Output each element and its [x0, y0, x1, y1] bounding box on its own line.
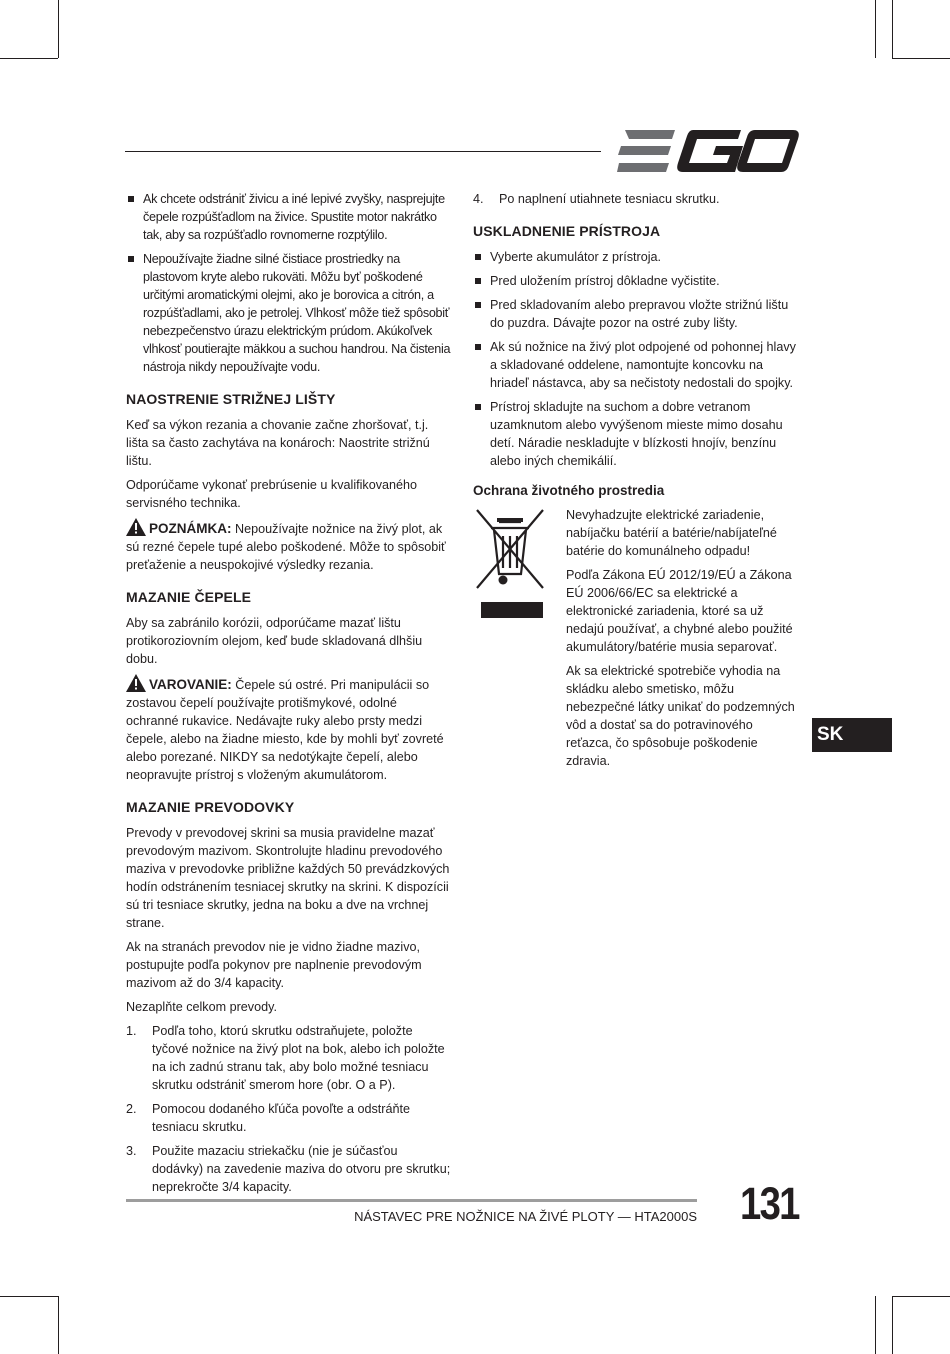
- list-item: Ak chcete odstrániť živicu a iné lepivé zvyšky, nasprejujte čepele rozpúšťadlom na živice. Spustite motor nakrátko tak, aby sa rozpúšťadlo rovnomerne rozptýlilo.: [126, 190, 452, 244]
- list-item: [126, 1100, 452, 1136]
- note-text: Nepoužívajte nožnice na živý plot, ak sú rezné čepele tupé alebo poškodené. Môže to spôsobiť preťaženie a neuspokojivé výsledky rezania.: [126, 522, 446, 572]
- right-column: [473, 190, 801, 776]
- step-text: Podľa toho, ktorú skrutku odstraňujete, položte tyčové nožnice na živý plot na bok, alebo ich položte na ich zadnú stranu tak, aby bolo možné tesniacu skrutku odstrániť smerom hore (obr. O a P).: [152, 1024, 445, 1092]
- step-number: 1.: [126, 1024, 137, 1038]
- step-number: 4.: [473, 192, 484, 206]
- crop-mark: [875, 0, 876, 58]
- gearbox-steps: [126, 1022, 452, 1196]
- ego-logo: [617, 130, 799, 172]
- crop-mark: [892, 1296, 950, 1297]
- storage-bullets: [473, 248, 801, 470]
- crop-mark: [892, 1296, 893, 1354]
- section-heading-lubricate-blades: MAZANIE ČEPELE: [126, 589, 252, 605]
- header-rule: [125, 151, 601, 152]
- step-number: 2.: [126, 1102, 137, 1116]
- crop-mark: [875, 1296, 876, 1354]
- crop-mark: [58, 1296, 59, 1354]
- warning-label: VAROVANIE:: [149, 677, 232, 692]
- paragraph: Aby sa zabránilo korózii, odporúčame mazať lištu protikoroziovním olejom, keď bude skladovaná dlhšiu dobu.: [126, 616, 423, 666]
- paragraph: Keď sa výkon rezania a chovanie začne zhoršovať, t.j. lišta sa často zachytáva na konároch: Naostrite strižnú lištu.: [126, 418, 430, 468]
- step-text: Po naplnení utiahnete tesniacu skrutku.: [499, 192, 720, 206]
- crop-mark: [892, 58, 950, 59]
- note-paragraph: [126, 518, 452, 574]
- warning-triangle-icon: [126, 518, 146, 536]
- environment-block: [473, 506, 801, 770]
- section-heading-environment: Ochrana životného prostredia: [473, 483, 665, 498]
- footer-title: NÁSTAVEC PRE NOŽNICE NA ŽIVÉ PLOTY — HTA2000S: [354, 1209, 697, 1224]
- crop-mark: [0, 58, 58, 59]
- warning-triangle-icon: [126, 674, 146, 692]
- list-item: [126, 1022, 452, 1094]
- list-item: Pred skladovaním alebo prepravou vložte strižnú lištu do puzdra. Dávajte pozor na ostré zuby lišty.: [473, 296, 801, 332]
- warning-paragraph: [126, 674, 452, 784]
- note-label: POZNÁMKA:: [149, 521, 232, 536]
- paragraph: Podľa Zákona EÚ 2012/19/EÚ a Zákona EÚ 2006/66/EC sa elektrické a elektronické zariadenia, ktoré sa už nedajú používať, a chybné alebo použité akumulátory/batérie musia separovať.: [566, 568, 793, 654]
- section-heading-storage: USKLADNENIE PRÍSTROJA: [473, 223, 661, 239]
- list-item: Nepoužívajte žiadne silné čistiace prostriedky na plastovom kryte alebo rukoväti. Môžu byť poškodené určitými aromatickými olejmi, ako je borovica a citrón, a rozpúšťadlami, ako je petrolej. Vlhkosť môže tiež spôsobiť nebezpečenstvo úrazu elektrickým prúdom. Akúkoľvek vlhkosť poutierajte mäkkou a suchou handrou. Na čistenia nástroja nikdy nepoužívajte vodu.: [126, 250, 452, 376]
- section-heading-sharpen: NAOSTRENIE STRIŽNEJ LIŠTY: [126, 391, 336, 407]
- environment-text: [566, 506, 801, 770]
- crop-mark: [0, 1296, 58, 1297]
- gearbox-steps-continued: [473, 190, 801, 208]
- footer-rule: [126, 1199, 697, 1202]
- paragraph: Nezaplňte celkom prevody.: [126, 1000, 277, 1014]
- paragraph: Nevyhadzujte elektrické zariadenie, nabíjačku batérií a batérie/nabíjateľné batérie do komunálneho odpadu!: [566, 508, 777, 558]
- paragraph: Ak sa elektrické spotrebiče vyhodia na skládku alebo smetisko, môžu nebezpečné látky unikať do podzemných vôd a dostať sa do potravinového reťazca, čo spôsobuje poškodenie zdravia.: [566, 664, 795, 768]
- paragraph: Odporúčame vykonať prebrúsenie u kvalifikovaného servisného technika.: [126, 478, 418, 510]
- page-number: 131: [740, 1178, 799, 1229]
- step-number: 3.: [126, 1144, 137, 1158]
- list-item: Prístroj skladujte na suchom a dobre vetranom uzamknutom alebo vyvýšenom mieste mimo dosahu detí. Náradie neskladujte v blízkosti hnojív, benzínu alebo iných chemikálií.: [473, 398, 801, 470]
- paragraph: Prevody v prevodovej skrini sa musia pravidelne mazať prevodovým mazivom. Skontrolujte hladinu prevodového maziva v prevodovke približne každých 50 prevádzkových hodín odstránením tesniacej skrutky na skrini. K dispozícii sú tri tesniace skrutky, jedna na boku a dve na vrchnej strane.: [126, 826, 450, 930]
- warning-text: Čepele sú ostré. Pri manipulácii so zostavou čepelí používajte protišmykové, odolné ochranné rukavice. Nedávajte ruky alebo prsty medzi čepele, alebo na žiadne miesto, kde by mohli byť zovreté alebo porezané. NIKDY sa nedotýkajte čepelí, alebo neopravujte prístroj s vloženým akumulátorom.: [126, 678, 444, 782]
- cleaning-bullets: [126, 190, 452, 376]
- crop-mark: [58, 0, 59, 58]
- section-heading-gearbox: MAZANIE PREVODOVKY: [126, 799, 295, 815]
- list-item: [473, 190, 801, 208]
- list-item: Ak sú nožnice na živý plot odpojené od pohonnej hlavy a skladované oddelene, namontujte koncovku na hriadeľ nástavca, aby sa nečistoty nedostali do spojky.: [473, 338, 801, 392]
- crossed-out-wheelie-bin-icon: [473, 508, 547, 620]
- crop-mark: [892, 0, 893, 58]
- step-text: Použite mazaciu striekačku (nie je súčasťou dodávky) na zavedenie maziva do otvoru pre skrutku; neprekročte 3/4 kapacity.: [152, 1144, 451, 1194]
- language-tab: SK: [812, 718, 892, 752]
- paragraph: Ak na stranách prevodov nie je vidno žiadne mazivo, postupujte podľa pokynov pre naplnenie prevodovým mazivom až do 3/4 kapacity.: [126, 940, 422, 990]
- left-column: [126, 190, 452, 1202]
- list-item: Pred uložením prístroj dôkladne vyčistite.: [473, 272, 801, 290]
- list-item: Vyberte akumulátor z prístroja.: [473, 248, 801, 266]
- step-text: Pomocou dodaného kľúča povoľte a odstráňte tesniacu skrutku.: [152, 1102, 410, 1134]
- list-item: [126, 1142, 452, 1196]
